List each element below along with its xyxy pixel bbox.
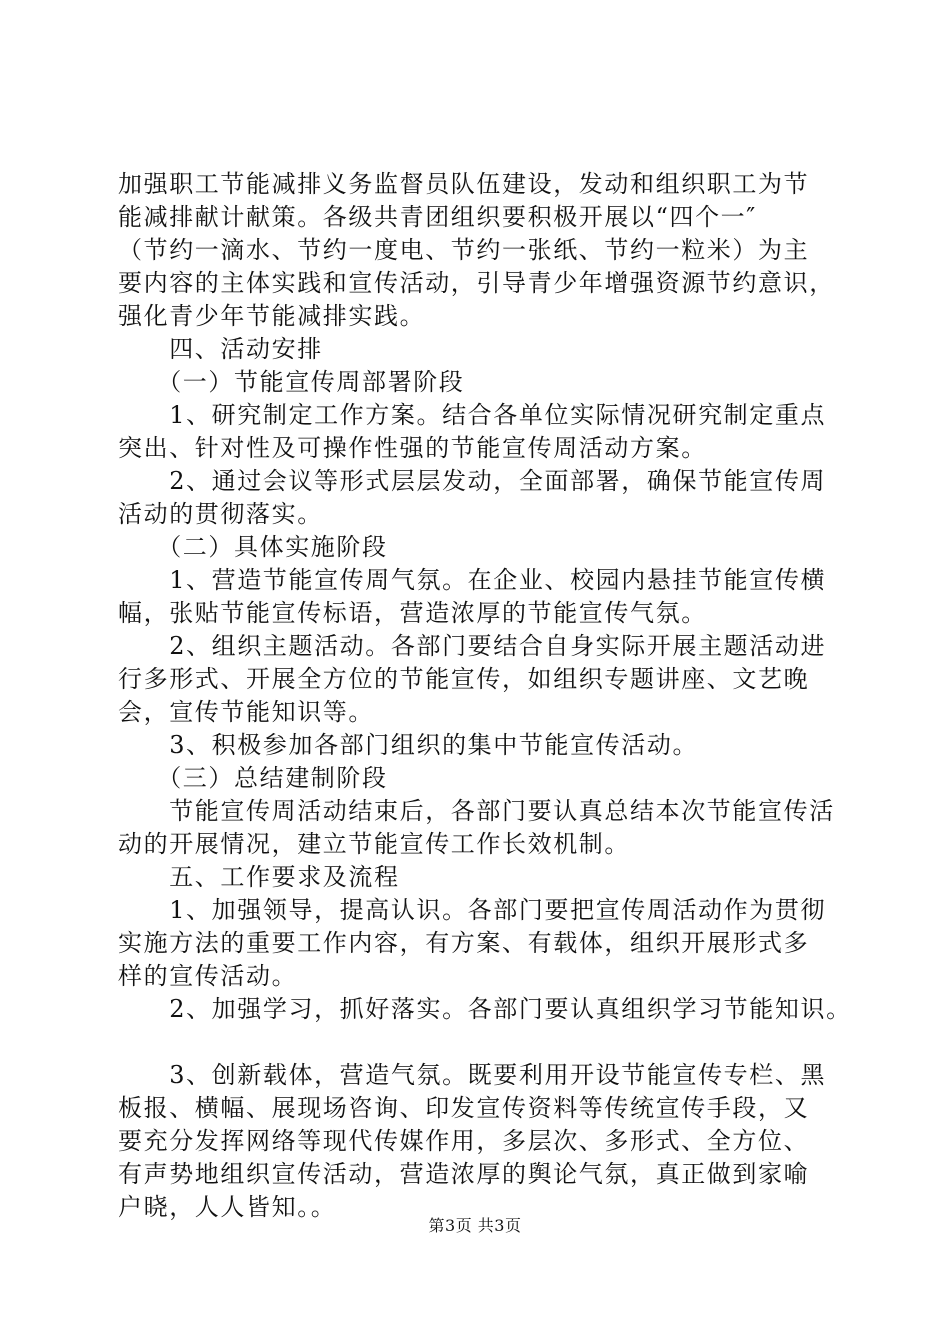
text-line: 板报、横幅、展现场咨询、印发宣传资料等传统宣传手段，又 <box>118 1094 810 1122</box>
text-line: 强化青少年节能减排实践。 <box>118 302 426 330</box>
section-heading: 四、活动安排 <box>118 335 323 363</box>
text-line: 3、创新载体，营造气氛。既要利用开设节能宣传专栏、黑 <box>118 1061 827 1089</box>
subsection-heading: （一）节能宣传周部署阶段 <box>118 368 465 396</box>
subsection-heading: （三）总结建制阶段 <box>118 764 388 792</box>
blank-line <box>118 1026 858 1059</box>
text-line: 会，宣传节能知识等。 <box>118 698 374 726</box>
subsection-heading: （二）具体实施阶段 <box>118 533 388 561</box>
text-line: 2、通过会议等形式层层发动，全面部署，确保节能宣传周 <box>118 467 827 495</box>
text-line: 加强职工节能减排义务监督员队伍建设，发动和组织职工为节 <box>118 170 810 198</box>
text-line: 3、积极参加各部门组织的集中节能宣传活动。 <box>118 731 699 759</box>
text-line: 行多形式、开展全方位的节能宣传，如组织专题讲座、文艺晚 <box>118 665 810 693</box>
text-line: 有声势地组织宣传活动，营造浓厚的舆论气氛，真正做到家喻 <box>118 1160 810 1188</box>
text-line: 户晓，人人皆知。。 <box>118 1193 337 1221</box>
text-line: 2、加强学习，抓好落实。各部门要认真组织学习节能知识。 <box>118 995 852 1023</box>
text-line: 活动的贯彻落实。 <box>118 500 323 528</box>
text-line: （节约一滴水、节约一度电、节约一张纸、节约一粒米）为主 <box>118 236 810 264</box>
text-line: 1、营造节能宣传周气氛。在企业、校园内悬挂节能宣传横 <box>118 566 827 594</box>
text-line: 能减排献计献策。各级共青团组织要积极开展以“四个一″ <box>118 203 757 231</box>
text-line: 实施方法的重要工作内容，有方案、有载体，组织开展形式多 <box>118 929 810 957</box>
text-line: 样的宣传活动。 <box>118 962 298 990</box>
page-number-footer: 第3页 共3页 <box>428 1216 522 1235</box>
text-line: 动的开展情况，建立节能宣传工作长效机制。 <box>118 830 630 858</box>
text-line: 要充分发挥网络等现代传媒作用，多层次、多形式、全方位、 <box>118 1127 810 1155</box>
text-line: 突出、针对性及可操作性强的节能宣传周活动方案。 <box>118 434 707 462</box>
text-line: 幅，张贴节能宣传标语，营造浓厚的节能宣传气氛。 <box>118 599 707 627</box>
section-heading: 五、工作要求及流程 <box>118 863 400 891</box>
text-line: 1、加强领导，提高认识。各部门要把宣传周活动作为贯彻 <box>118 896 827 924</box>
text-line: 1、研究制定工作方案。结合各单位实际情况研究制定重点 <box>118 401 827 429</box>
text-line: 2、组织主题活动。各部门要结合自身实际开展主题活动进 <box>118 632 827 660</box>
text-line: 要内容的主体实践和宣传活动，引导青少年增强资源节约意识， <box>118 269 835 297</box>
document-body <box>118 168 858 1224</box>
text-line: 节能宣传周活动结束后，各部门要认真总结本次节能宣传活 <box>118 797 835 825</box>
